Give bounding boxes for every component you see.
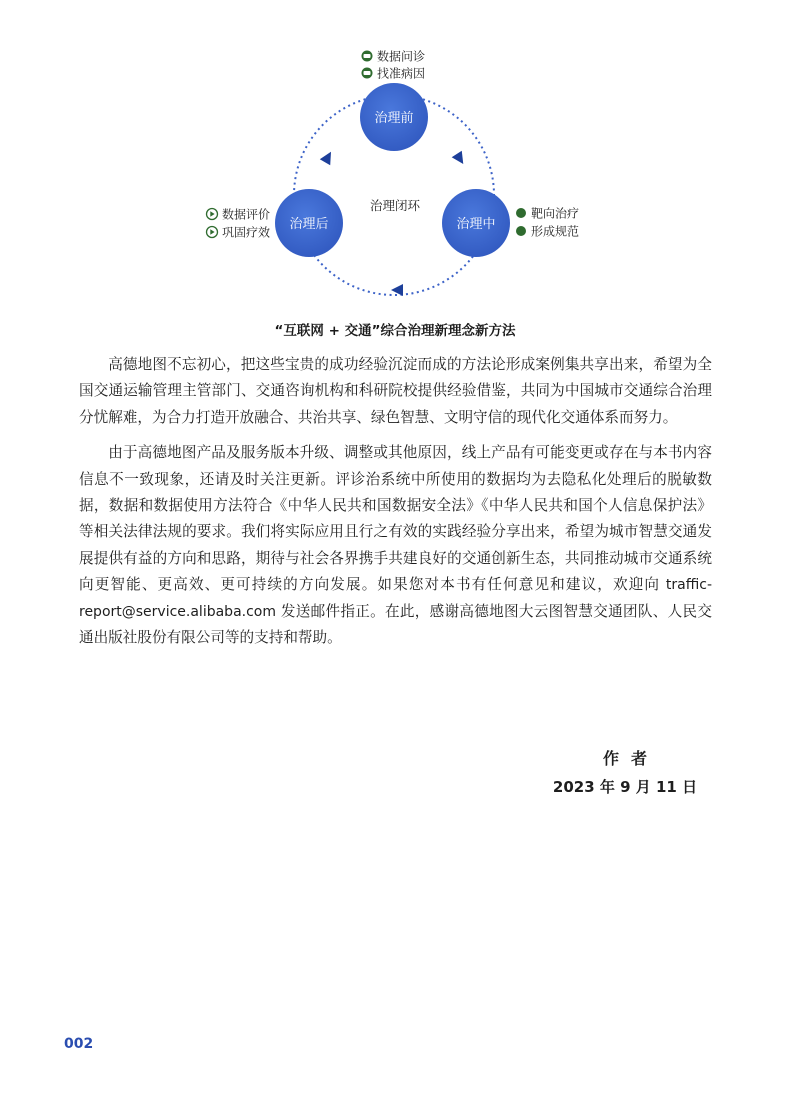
svg-text:治理中: 治理中: [456, 217, 496, 232]
loop-center-label: 治理闭环: [369, 198, 421, 213]
body-text: [79, 352, 712, 660]
node-before: [360, 83, 428, 151]
svg-text:靶向治疗: 靶向治疗: [531, 206, 580, 221]
governance-loop-diagram: [0, 0, 790, 310]
paragraph-2: [79, 440, 712, 651]
paragraph-2-text-b: 发送邮件指正。在此，感谢高德地图大云图智慧交通团队、人民交通出版社股份有限公司等的支持和帮助。: [79, 602, 712, 647]
node-middle: [442, 189, 510, 257]
node-after: [275, 189, 343, 257]
paragraph-2-text-a: 由于高德地图产品及服务版本升级、调整或其他原因，线上产品有可能变更或存在与本书内容信息不一致现象，还请及时关注更新。评诊治系统中所使用的数据均为去隐私化处理后的脱敏数据，数据和数据使用方法符合《中华人民共和国数据安全法》《中华人民共和国个人信息保护法》等相关法律法规的要求。我们将实际应用且行之有效的实践经验分享出来，希望为城市智慧交通发展提供有益的方向和思路，期待与社会各界携手共建良好的交通创新生态，共同推动城市交通系统向更智能、更高效、更可持续的方向发展。如果您对本书有任何意见和建议，欢迎向: [79, 444, 712, 594]
note-before-1: [362, 49, 426, 64]
author-label: 作者: [602, 749, 659, 768]
svg-text:治理前: 治理前: [374, 111, 414, 126]
note-middle-1: [516, 206, 579, 221]
note-before-2: [362, 66, 426, 81]
bullet-dot-icon: [516, 208, 526, 218]
page-number: 002: [64, 1036, 94, 1052]
arrow-middle-to-after: [391, 284, 403, 296]
chat-bubble-icon: [362, 68, 373, 79]
figure-caption: “互联网 + 交通”综合治理新理念新方法: [274, 323, 516, 339]
paragraph-1: 高德地图不忘初心，把这些宝贵的成功经验沉淀而成的方法论形成案例集共享出来，希望为全国交通运输管理主管部门、交通咨询机构和科研院校提供经验借鉴，共同为中国城市交通综合治理分忧解难，为合力打造开放融合、共治共享、绿色智慧、文明守信的现代化交通体系而努力。: [79, 356, 712, 426]
svg-text:数据问诊: 数据问诊: [377, 49, 426, 64]
chat-bubble-icon: [362, 51, 373, 62]
svg-text:治理后: 治理后: [289, 217, 329, 232]
play-circle-icon: [207, 227, 218, 238]
signature-date: 2023 年 9 月 11 日: [552, 778, 698, 796]
arrow-after-to-before: [320, 149, 336, 165]
signature-block: [540, 747, 710, 799]
email-address: traffic-report@service.alibaba.com: [79, 577, 712, 620]
arrow-before-to-middle: [452, 151, 469, 168]
note-after-1: [207, 207, 271, 222]
svg-text:数据评价: 数据评价: [222, 207, 271, 222]
play-circle-icon: [207, 209, 218, 220]
svg-text:巩固疗效: 巩固疗效: [222, 225, 271, 240]
bullet-dot-icon: [516, 226, 526, 236]
note-middle-2: [516, 224, 579, 239]
svg-text:找准病因: 找准病因: [377, 66, 426, 81]
note-after-2: [207, 226, 271, 240]
svg-text:形成规范: 形成规范: [531, 224, 580, 239]
